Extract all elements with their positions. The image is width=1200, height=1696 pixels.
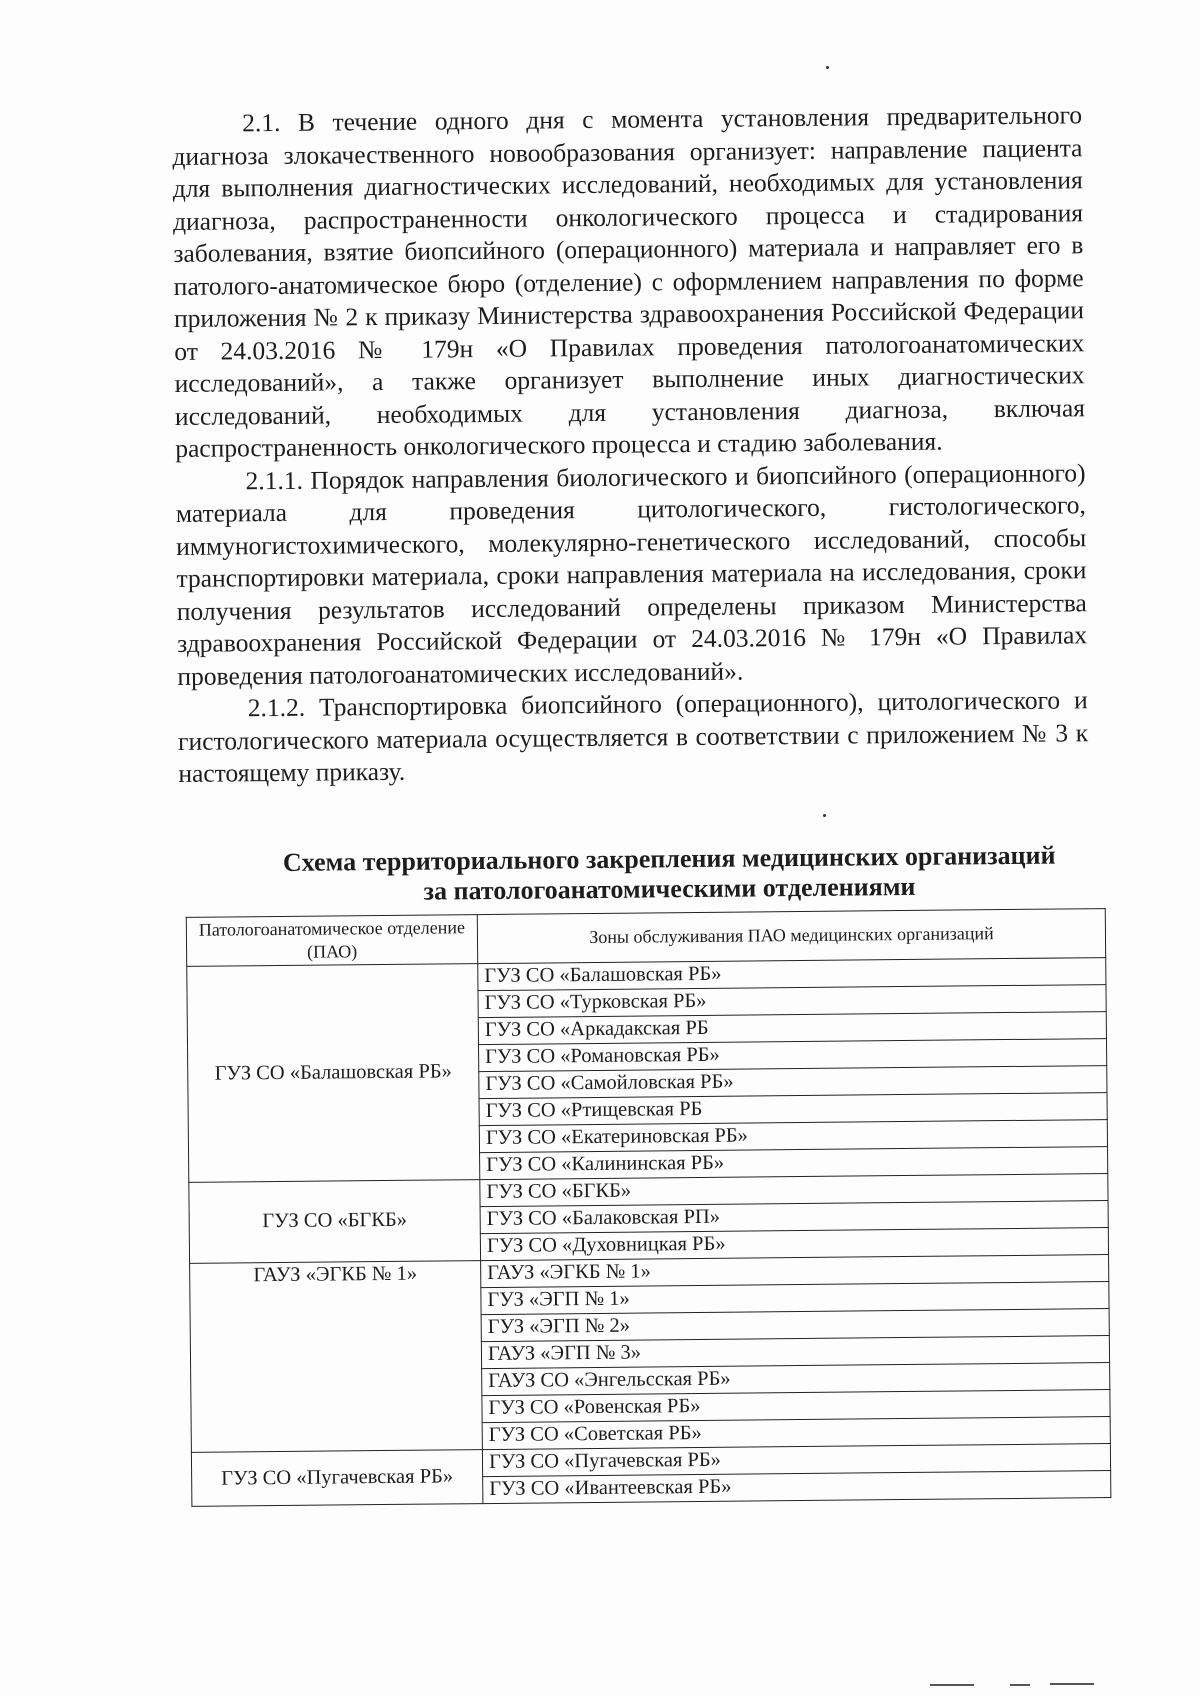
service-zone-cell: ГАУЗ «ЭГП № 3» [481, 1335, 1109, 1368]
scan-speck [823, 814, 826, 817]
scan-edge-mark [930, 1684, 974, 1686]
service-zone-cell: ГАУЗ «ЭГКБ № 1» [481, 1254, 1109, 1287]
service-zone-cell: ГУЗ СО «Советская РБ» [482, 1416, 1110, 1449]
pao-department-cell: ГАУЗ «ЭГКБ № 1» [190, 1260, 483, 1452]
table-body [187, 957, 1111, 1506]
service-zone-cell: ГУЗ СО «Аркадакская РБ [478, 1011, 1106, 1044]
table-header-row [186, 908, 1105, 966]
service-zone-cell: ГУЗ СО «БГКБ» [480, 1173, 1108, 1206]
service-zone-cell: ГУЗ СО «Пугачевская РБ» [482, 1443, 1110, 1476]
document-page [172, 99, 1095, 1506]
table-title-line-1: Схема территориального закрепления медицинских организаций [282, 840, 1056, 877]
pao-department-cell: ГУЗ СО «БГКБ» [189, 1179, 481, 1263]
service-zone-cell: ГУЗ «ЭГП № 1» [481, 1281, 1109, 1314]
pao-department-cell: ГУЗ СО «Балашовская РБ» [187, 963, 480, 1182]
service-zone-cell: ГУЗ СО «Ровенская РБ» [482, 1389, 1110, 1422]
scan-edge-mark [1050, 1683, 1094, 1685]
service-zone-cell: ГУЗ СО «Самойловская РБ» [479, 1065, 1107, 1098]
service-zone-cell: ГУЗ СО «Балаковская РП» [480, 1200, 1108, 1233]
paragraph-2-1: 2.1. В течение одного дня с момента установления предварительного диагноза злокачественного новообразования организует: направление пациента для выполнения диагностических исследований, необходимых для установления диагноза, распространенности онкологического процесса и стадирования заболевания, взятие биопсийного (операционного) материала и направляет его в патолого-анатомическое бюро (отделение) с оформлением направления по форме приложения № 2 к приказу Министерства здравоохранения Российской Федерации от 24.03.2016 № 179н «О Правилах проведения патологоанатомических исследований», а также организует выполнение иных диагностических исследований, необходимых для установления диагноза, включая распространенность онкологического процесса и стадию заболевания. [172, 100, 1086, 463]
service-zone-cell: ГАУЗ СО «Энгельсская РБ» [482, 1362, 1110, 1395]
scan-speck [826, 66, 829, 69]
paragraph-2-1-2: 2.1.2. Транспортировка биопсийного (операционного), цитологического и гистологического материала осуществляется в соответствии с приложением № 3 к настоящему приказу. [177, 685, 1089, 788]
service-zone-cell: ГУЗ СО «Турковская РБ» [478, 984, 1106, 1017]
service-zone-cell: ГУЗ «ЭГП № 2» [481, 1308, 1109, 1341]
service-zone-cell: ГУЗ СО «Ртищевская РБ [479, 1092, 1107, 1125]
service-zone-cell: ГУЗ СО «Ивантеевская РБ» [483, 1470, 1111, 1503]
service-zone-cell: ГУЗ СО «Духовницкая РБ» [480, 1227, 1108, 1260]
service-zone-cell: ГУЗ СО «Балашовская РБ» [478, 957, 1106, 990]
table-title [249, 840, 1090, 908]
service-zone-cell: ГУЗ СО «Екатериновская РБ» [479, 1119, 1107, 1152]
service-zone-cell: ГУЗ СО «Калининская РБ» [480, 1146, 1108, 1179]
header-service-zones: Зоны обслуживания ПАО медицинских организаций [477, 908, 1105, 963]
territorial-assignment-table [186, 908, 1112, 1507]
service-zone-cell: ГУЗ СО «Романовская РБ» [478, 1038, 1106, 1071]
table-title-line-2: за патологоанатомическими отделениями [423, 871, 916, 906]
header-pao-department: Патологоанатомическое отделение (ПАО) [186, 914, 477, 966]
paragraph-2-1-1: 2.1.1. Порядок направления биологического и биопсийного (операционного) материала для проведения цитологического, гистологического, иммуногистохимического, молекулярно-генетического исследований, способы транспортировки материала, сроки направления материала на исследования, сроки получения результатов исследований определены приказом Министерства здравоохранения Российской Федерации от 24.03.2016 № 179н «О Правилах проведения патологоанатомических исследований». [175, 457, 1088, 691]
pao-department-cell: ГУЗ СО «Пугачевская РБ» [191, 1449, 483, 1506]
scan-edge-mark [1010, 1684, 1030, 1686]
